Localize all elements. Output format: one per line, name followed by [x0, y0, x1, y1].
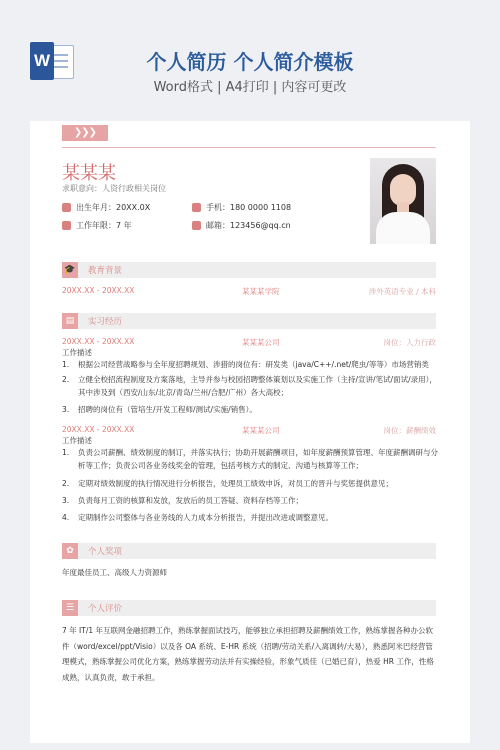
section-education	[62, 262, 436, 278]
job-desc-label: 工作描述	[62, 348, 92, 357]
phone-icon	[192, 203, 201, 212]
email-text: 邮箱：123456@qq.cn	[206, 221, 291, 230]
arrow-tag: ❯❯❯	[62, 125, 108, 141]
page-title: 个人简历 个人简介模板	[146, 50, 354, 74]
page-subtitle: Word格式 | A4打印 | 内容可更改	[153, 80, 347, 95]
profile-photo	[370, 158, 436, 244]
section-title: 教育背景	[88, 266, 123, 276]
job-row	[62, 337, 436, 348]
phone-text: 手机：180 0000 1108	[206, 203, 292, 212]
education-school: 某某某学院	[242, 287, 280, 296]
section-evaluation	[62, 600, 436, 616]
job-position: 岗位：薪酬绩效	[383, 426, 436, 435]
location-icon	[62, 203, 71, 212]
resume-paper: ❯❯❯ 某某某 求职意向：人资行政相关岗位 出生年月：20XX.0X 手机：180 0000 1108 工作年限：7 年 邮箱：123456@qq.cn 🎓 教育背景 20XX.XX - 20XX.XX 某某某学院 涉外英语专业 / 本科 ▤ 实习经历 20XX.XX - 20XX.XX 某某某公司 岗位：人力行政 工作描述 1. 根据公司经营战略参与全年度招聘规划、涉猎的岗位有：研发类（java/C++/.net/爬虫/等等）市场营销类 2. 立健全校招流程制度及方案落地，主导并参与校园招聘整体策划以及实施工作（主持/宣讲/笔试/面试/录用），其中涉及到（西安/山东/北京/青岛/兰州/合肥/广州）各大高校； 3. 招聘的岗位有（管培生/开发工程师/测试/实施/销售）。 20XX.XX - 20XX.XX 某某某公司 岗位：薪酬绩效 工作描述 1. 负责公司薪酬、绩效制度的制订，并落实执行；协助开展薪酬项目，如年度薪酬预算管理、年度薪酬调研与分析等工作；负责公司各业务线奖金的管理，包括考核方式的制定、沟通与核算等工作； 2. 定期对绩效制度的执行情况进行分析报告，处理员工绩效申诉，对员工的晋升与奖惩提供意见； 3. 负责每月工资的核算和发放，发放后的员工答疑、资料存档等工作； 4. 定期制作公司整体与各业务线的人力成本分析报告，并提出改进或调整意见。 ✿ 个人奖项 年度最佳员工、高级人力资源师 ☰ 个人评价 7 年 IT/1 年互联网金融招聘工作，熟练掌握面试技巧，能够独立承担招聘及薪酬绩效工作，熟练掌握各种办公软件（word/excel/ppt/Visio）以及各 OA 系统、E-HR 系统（招聘/劳动关系/入离调转/大易），熟悉阿米巴经营管理模式，熟练掌握公司优化方案，熟练掌握劳动法并有实操经验，形象气质佳（已婚已育），热爱 HR 工作，性格成熟，认真负责，敢于承担。	[30, 121, 470, 743]
medal-icon: ✿	[62, 543, 78, 559]
awards-text: 年度最佳员工、高级人力资源师	[62, 568, 167, 577]
job-position: 岗位：人力行政	[383, 338, 436, 347]
word-icon: W	[30, 42, 74, 80]
email-info	[192, 220, 291, 231]
evaluation-text: 7 年 IT/1 年互联网金融招聘工作，熟练掌握面试技巧，能够独立承担招聘及薪酬绩效工作，熟练掌握各种办公软件（word/excel/ppt/Visio）以及各 OA 系统、E-HR 系统（招聘/劳动关系/入离调转/大易），熟悉阿米巴经营管理模式，熟练掌握公司优化方案，熟练掌握劳动法并有实操经验，形象气质佳（已婚已育），热爱 HR 工作，性格成熟，认真负责，敢于承担。	[62, 626, 434, 682]
section-title: 个人奖项	[88, 547, 123, 557]
divider	[62, 147, 436, 148]
document-icon: ☰	[62, 600, 78, 616]
education-period: 20XX.XX - 20XX.XX	[62, 286, 135, 295]
years-info	[62, 220, 132, 231]
resume-name: 某某某	[62, 163, 116, 184]
job-desc-label: 工作描述	[62, 436, 92, 445]
job-row	[62, 425, 436, 436]
section-experience	[62, 313, 436, 329]
birth-text: 出生年月：20XX.0X	[76, 203, 151, 212]
job-period: 20XX.XX - 20XX.XX	[62, 425, 135, 434]
section-awards	[62, 543, 436, 559]
years-text: 工作年限：7 年	[76, 221, 132, 230]
job-period: 20XX.XX - 20XX.XX	[62, 337, 135, 346]
job-company: 某某某公司	[242, 426, 280, 435]
section-title: 实习经历	[88, 317, 123, 327]
job-intent: 求职意向：人资行政相关岗位	[62, 184, 166, 193]
education-major: 涉外英语专业 / 本科	[368, 287, 436, 296]
section-title: 个人评价	[88, 604, 123, 614]
job-company: 某某某公司	[242, 338, 280, 347]
briefcase-icon: ▤	[62, 313, 78, 329]
birth-info	[62, 202, 150, 213]
education-row	[62, 286, 436, 297]
briefcase-icon	[62, 221, 71, 230]
page-header	[0, 0, 500, 118]
mail-icon	[192, 221, 201, 230]
education-icon: 🎓	[62, 262, 78, 278]
phone-info	[192, 202, 291, 213]
